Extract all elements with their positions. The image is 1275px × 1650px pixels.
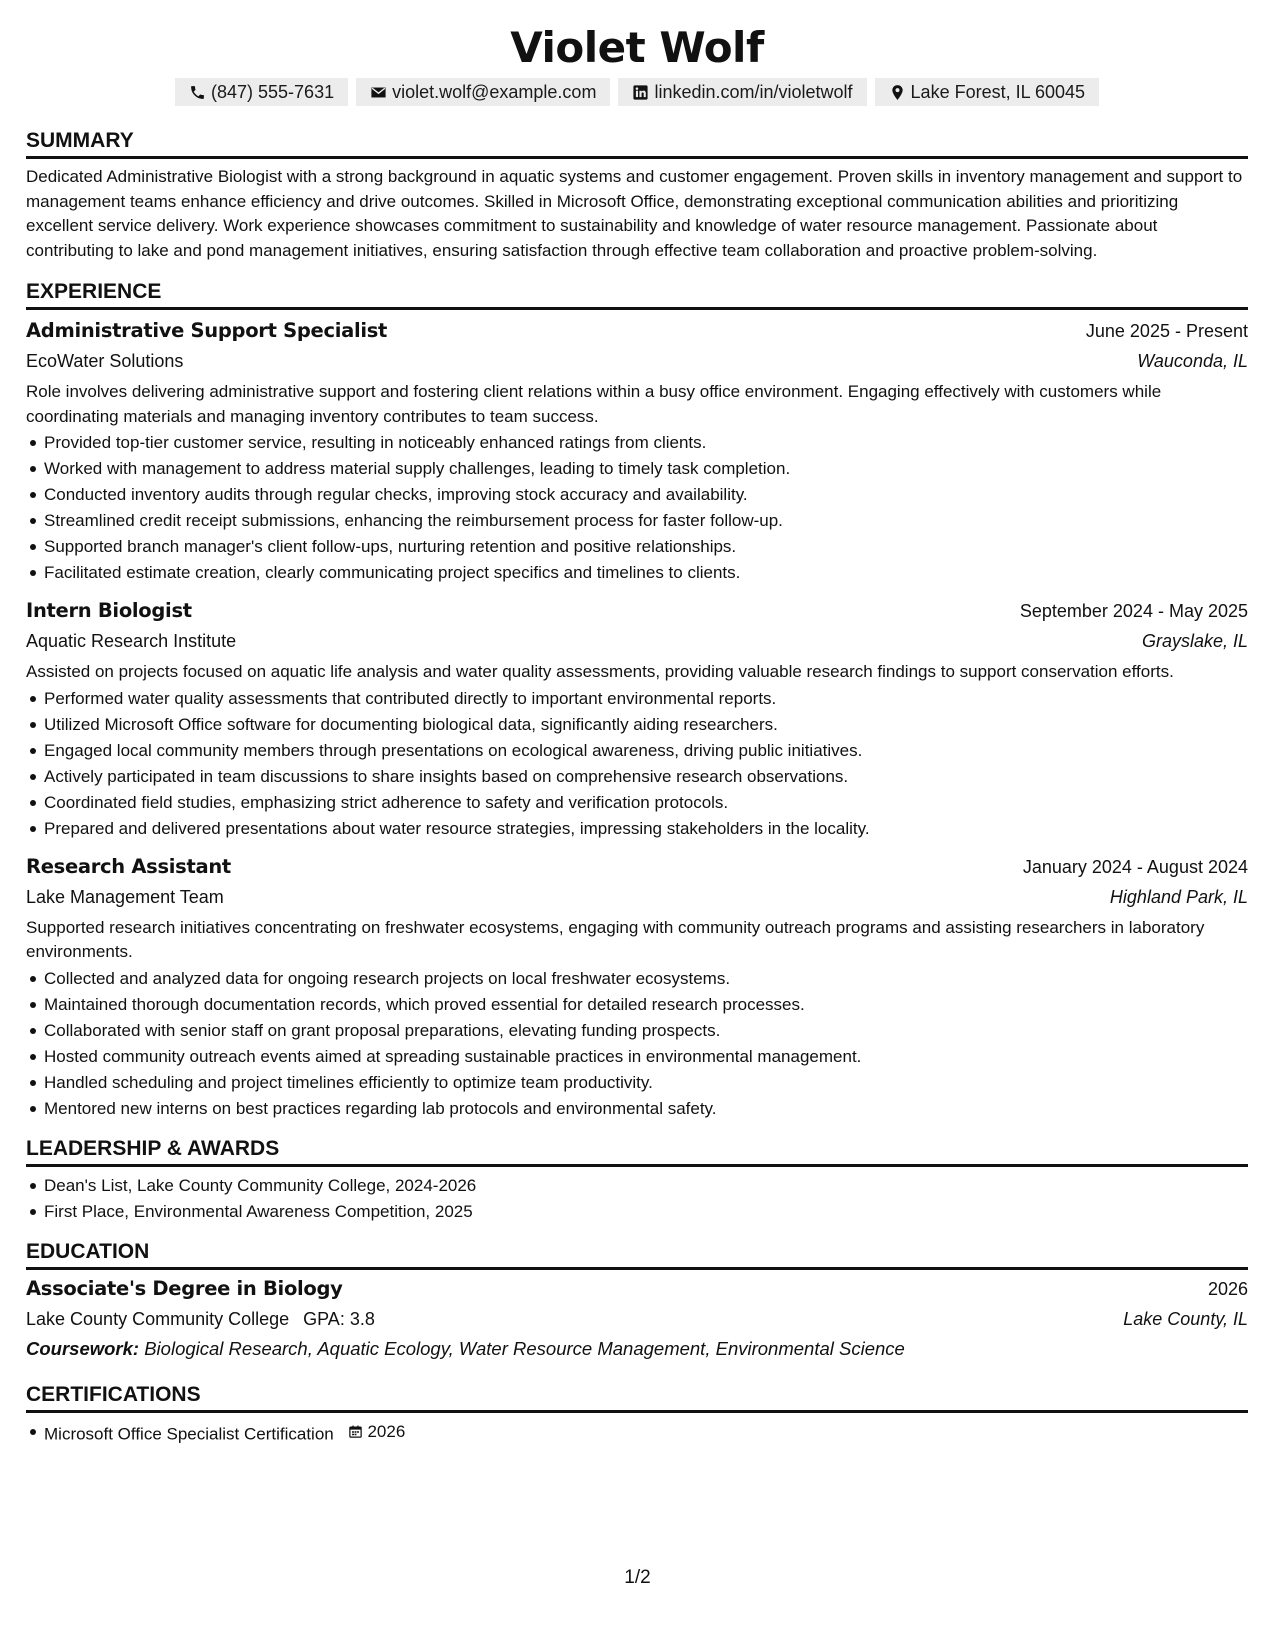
list-item: Collected and analyzed data for ongoing research projects on local freshwater ecosystems.: [26, 966, 1248, 992]
job-dates: January 2024 - August 2024: [1022, 856, 1248, 877]
job-description: Assisted on projects focused on aquatic life analysis and water quality assessments, providing valuable research findings to support conservation efforts.: [26, 662, 1174, 681]
school-location: Lake County, IL: [1123, 1308, 1248, 1329]
job-bullets: [26, 966, 1248, 1122]
gpa: GPA: 3.8: [303, 1308, 375, 1329]
experience-section: [26, 279, 1248, 1122]
summary-text: Dedicated Administrative Biologist with a strong background in aquatic systems and customer engagement. Proven skills in inventory management and support to management teams enhance efficiency and drive outcomes. Skilled in Microsoft Office, demonstrating exceptional communication abilities and prioritizing excellent service delivery. Work experience showcases commitment to sustainability and knowledge of water resource management. Passionate about contributing to lake and pond management initiatives, ensuring satisfaction through effective team collaboration and proactive problem-solving.: [26, 167, 1243, 260]
contact-location-text: Lake Forest, IL 60045: [910, 81, 1085, 102]
list-item: First Place, Environmental Awareness Competition, 2025: [26, 1199, 1248, 1225]
envelope-icon: [370, 84, 387, 101]
summary-section: [26, 128, 1248, 263]
job-title: Intern Biologist: [26, 599, 192, 622]
calendar-icon: [348, 1424, 363, 1439]
coursework-list: Biological Research, Aquatic Ecology, Water Resource Management, Environmental Science: [144, 1337, 905, 1359]
job-bullets: [26, 686, 1248, 842]
list-item: [26, 1419, 1248, 1448]
job-company: Lake Management Team: [26, 886, 224, 907]
contact-email[interactable]: [356, 78, 610, 106]
degree-year: 2026: [1207, 1278, 1248, 1299]
list-item: Performed water quality assessments that contributed directly to important environmental reports.: [26, 686, 1248, 712]
candidate-name: Violet Wolf: [510, 23, 764, 72]
certification-date: 2026: [367, 1421, 406, 1441]
list-item: Provided top-tier customer service, resulting in noticeably enhanced ratings from clients.: [26, 430, 1248, 456]
contact-location: [875, 78, 1099, 106]
job-title: Research Assistant: [26, 854, 231, 878]
job-entry: [26, 316, 1248, 586]
job-description: Role involves delivering administrative support and fostering client relations within a busy office environment. Engaging effectively with customers while coordinating materials and managing inventory contributes to team success.: [26, 382, 1162, 426]
certifications-list: [26, 1419, 1248, 1448]
list-item: Engaged local community members through presentations on ecological awareness, driving public initiatives.: [26, 738, 1248, 764]
list-item: Prepared and delivered presentations about water resource strategies, impressing stakeholders in the locality.: [26, 816, 1248, 842]
coursework-label: Coursework:: [26, 1337, 140, 1359]
resume-page: [26, 20, 1248, 1447]
list-item: Supported branch manager's client follow-ups, nurturing retention and positive relationships.: [26, 534, 1248, 560]
certifications-section: [26, 1382, 1248, 1448]
section-title-summary: SUMMARY: [26, 128, 1248, 159]
list-item: Collaborated with senior staff on grant proposal preparations, elevating funding prospects.: [26, 1018, 1248, 1044]
degree-title: Associate's Degree in Biology: [26, 1276, 343, 1300]
job-bullets: [26, 430, 1248, 586]
list-item: Dean's List, Lake County Community College, 2024-2026: [26, 1173, 1248, 1199]
job-description: Supported research initiatives concentrating on freshwater ecosystems, engaging with community outreach programs and assisting researchers in laboratory environments.: [26, 917, 1205, 961]
leadership-list: [26, 1173, 1248, 1225]
list-item: Actively participated in team discussions to share insights based on comprehensive research observations.: [26, 764, 1248, 790]
section-title-leadership: LEADERSHIP & AWARDS: [26, 1136, 1248, 1167]
section-title-certifications: CERTIFICATIONS: [26, 1382, 1248, 1413]
section-title-experience: EXPERIENCE: [26, 279, 1248, 310]
job-dates: September 2024 - May 2025: [1019, 601, 1248, 621]
job-title: Administrative Support Specialist: [26, 319, 388, 342]
list-item: Streamlined credit receipt submissions, enhancing the reimbursement process for faster follow-up.: [26, 508, 1248, 534]
job-location: Grayslake, IL: [1141, 631, 1248, 651]
list-item: Facilitated estimate creation, clearly communicating project specifics and timelines to clients.: [26, 560, 1248, 586]
list-item: Mentored new interns on best practices regarding lab protocols and environmental safety.: [26, 1096, 1248, 1122]
contact-email-text: violet.wolf@example.com: [392, 81, 597, 102]
contact-phone[interactable]: [175, 78, 348, 106]
contact-phone-text: (847) 555-7631: [211, 81, 335, 102]
list-item: Coordinated field studies, emphasizing strict adherence to safety and verification protocols.: [26, 790, 1248, 816]
list-item: Handled scheduling and project timelines efficiently to optimize team productivity.: [26, 1070, 1248, 1096]
job-company: EcoWater Solutions: [26, 351, 184, 371]
coursework: [26, 1334, 1248, 1364]
list-item: Worked with management to address material supply challenges, leading to timely task completion.: [26, 456, 1248, 482]
job-entry: [26, 852, 1248, 1122]
page-number: 1/2: [624, 1567, 651, 1588]
linkedin-icon: [632, 84, 649, 101]
contact-linkedin-text: linkedin.com/in/violetwolf: [654, 81, 853, 102]
location-pin-icon: [889, 84, 906, 101]
leadership-section: [26, 1136, 1248, 1225]
list-item: Maintained thorough documentation records, which proved essential for detailed research processes.: [26, 992, 1248, 1018]
contact-bar: [26, 78, 1248, 106]
list-item: Utilized Microsoft Office software for documenting biological data, significantly aiding researchers.: [26, 712, 1248, 738]
contact-linkedin[interactable]: [618, 78, 866, 106]
job-dates: June 2025 - Present: [1085, 321, 1248, 341]
job-location: Highland Park, IL: [1109, 886, 1248, 907]
job-company: Aquatic Research Institute: [26, 631, 237, 651]
section-title-education: EDUCATION: [26, 1239, 1248, 1270]
job-location: Wauconda, IL: [1137, 351, 1248, 371]
job-entry: [26, 596, 1248, 842]
list-item: Hosted community outreach events aimed at spreading sustainable practices in environmental management.: [26, 1044, 1248, 1070]
list-item: Conducted inventory audits through regular checks, improving stock accuracy and availability.: [26, 482, 1248, 508]
certification-name: Microsoft Office Specialist Certification: [44, 1424, 334, 1443]
education-section: [26, 1239, 1248, 1364]
phone-icon: [189, 84, 206, 101]
school-name: Lake County Community College: [26, 1308, 290, 1329]
